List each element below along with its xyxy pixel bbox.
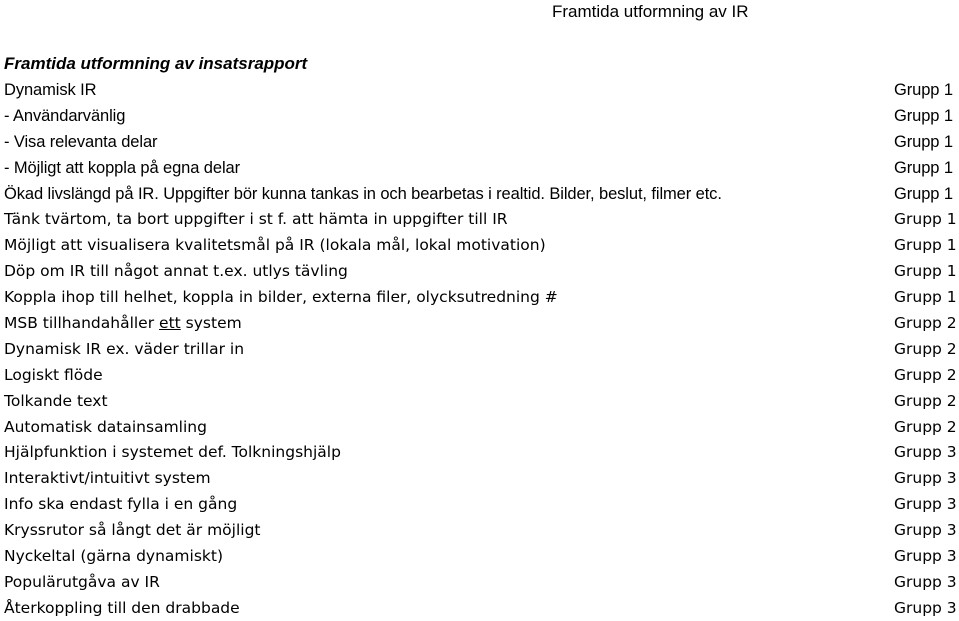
list-row (0, 77, 959, 103)
list-row (0, 569, 959, 595)
list-row (0, 258, 959, 284)
row-label-pre: MSB tillhandahåller (4, 314, 160, 333)
row-label: Ökad livslängd på IR. Uppgifter bör kunna tankas in och bearbetas i realtid. Bilder, beslut, filmer etc. (4, 184, 722, 203)
list-row (0, 103, 959, 129)
row-group: Grupp 3 (894, 495, 957, 514)
row-label: Interaktivt/intuitivt system (4, 469, 211, 488)
row-group: Grupp 1 (894, 210, 957, 229)
row-group: Grupp 3 (894, 521, 957, 540)
row-group: Grupp 3 (894, 469, 957, 488)
row-label: Tänk tvärtom, ta bort uppgifter i st f. att hämta in uppgifter till IR (4, 210, 508, 229)
row-label: Hjälpfunktion i systemet def. Tolkningshjälp (4, 443, 341, 462)
row-label: - Visa relevanta delar (4, 132, 158, 151)
row-group: Grupp 1 (894, 106, 953, 125)
list-row (0, 491, 959, 517)
list-row (0, 155, 959, 181)
row-label: Återkoppling till den drabbade (4, 598, 240, 617)
row-label: Koppla ihop till helhet, koppla in bilder, externa filer, olycksutredning # (4, 288, 558, 307)
row-group: Grupp 1 (894, 184, 953, 203)
row-group: Grupp 1 (894, 262, 957, 281)
row-group: Grupp 1 (894, 81, 953, 99)
row-label: Dynamisk IR ex. väder trillar in (4, 339, 245, 358)
row-group: Grupp 2 (894, 365, 957, 384)
list-row (0, 232, 959, 258)
list-row (0, 465, 959, 491)
list-row (0, 595, 959, 621)
row-group: Grupp 2 (894, 391, 957, 410)
list-row (0, 284, 959, 310)
list-row (0, 181, 959, 207)
row-group: Grupp 2 (894, 417, 957, 436)
row-label-post: system (180, 314, 242, 333)
row-label: Logiskt flöde (4, 365, 103, 384)
list-row (0, 206, 959, 232)
row-label: - Användarvänlig (4, 106, 126, 125)
row-group: Grupp 2 (894, 314, 957, 333)
row-label: Tolkande text (4, 391, 108, 410)
page-header: Framtida utformning av IR (552, 2, 749, 21)
list-row (0, 414, 959, 440)
row-group: Grupp 1 (894, 288, 957, 307)
row-label: Möjligt att visualisera kvalitetsmål på IR (lokala mål, lokal motivation) (4, 236, 546, 255)
list-row (0, 129, 959, 155)
row-group: Grupp 3 (894, 572, 957, 591)
list-row (0, 388, 959, 414)
requirements-list (0, 77, 959, 621)
row-label-underlined: ett (159, 314, 181, 333)
row-group: Grupp 3 (894, 443, 957, 462)
row-label: Döp om IR till något annat t.ex. utlys tävling (4, 262, 348, 281)
list-row (0, 517, 959, 543)
row-label: Populärutgåva av IR (4, 572, 160, 591)
row-label: Kryssrutor så långt det är möjligt (4, 521, 261, 540)
list-row (0, 336, 959, 362)
list-row (0, 310, 959, 336)
list-row (0, 362, 959, 388)
row-group: Grupp 1 (894, 132, 953, 151)
row-group: Grupp 3 (894, 547, 957, 566)
row-label: - Möjligt att koppla på egna delar (4, 158, 240, 177)
row-label: Info ska endast fylla i en gång (4, 495, 238, 514)
row-group: Grupp 1 (894, 236, 957, 255)
row-group: Grupp 1 (894, 158, 953, 177)
row-group: Grupp 2 (894, 339, 957, 358)
row-label: Automatisk datainsamling (4, 417, 207, 436)
row-label (4, 312, 242, 334)
section-title: Framtida utformning av insatsrapport (4, 54, 308, 73)
row-label: Dynamisk IR (4, 81, 97, 99)
row-group: Grupp 3 (894, 598, 957, 617)
row-label: Nyckeltal (gärna dynamiskt) (4, 547, 224, 566)
list-row (0, 543, 959, 569)
list-row (0, 439, 959, 465)
